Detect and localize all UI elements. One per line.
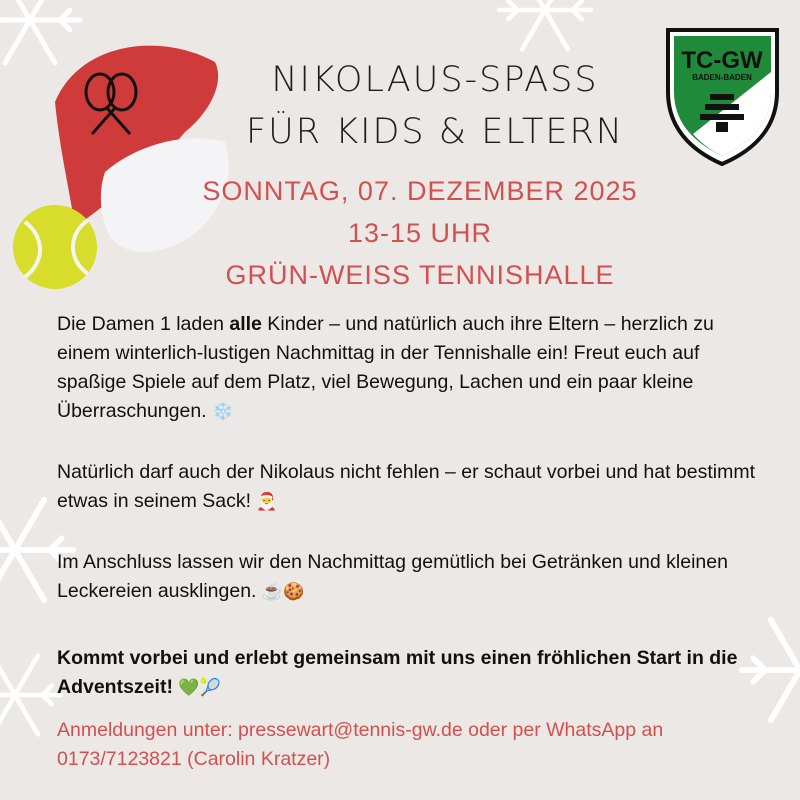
refreshments-paragraph [57,548,767,606]
snowflake-icon [490,0,600,65]
invitation-text: Kommt vorbei und erlebt gemeinsam mit uns einen fröhlichen Start in die Adventszeit! [57,647,738,698]
santa-emoji: 🎅 [256,492,278,511]
heart-tennis-emoji: 💚🎾 [178,678,221,697]
logo-name: TC-GW [681,47,763,74]
title-line-1: NIKOLAUS-SPASS [271,60,599,100]
nikolaus-paragraph [57,458,767,516]
intro-text-after: Kinder – und natürlich auch ihre Eltern – herzlich zu einem winterlich-lustigen Nachmittag in der Tennishalle ein! Freut euch auf spaßige Spiele auf dem Platz, viel Bewegung, Lachen und ein paar kleine Überraschungen. [57,313,714,422]
refreshments-text: Im Anschluss lassen wir den Nachmittag gemütlich bei Getränken und kleinen Leckereien ausklingen. [57,551,728,602]
event-date: SONNTAG, 07. DEZEMBER 2025 [202,176,638,206]
intro-bold-word: alle [229,313,262,335]
intro-paragraph [57,310,767,426]
event-location: GRÜN-WEISS TENNISHALLE [225,260,615,290]
intro-text-before: Die Damen 1 laden [57,313,230,335]
nikolaus-text: Natürlich darf auch der Nikolaus nicht fehlen – er schaut vorbei und hat bestimmt etwas in seinem Sack! [57,461,756,512]
tennis-ball-icon [13,205,97,289]
santa-hat-icon [10,22,240,292]
snowflake-emoji: ❄️ [212,402,234,421]
event-time: 13-15 UHR [347,218,493,248]
title-line-2: FÜR KIDS & ELTERN [246,112,624,152]
club-logo-shield [660,22,785,167]
registration-info: Anmeldungen unter: pressewart@tennis-gw.de oder per WhatsApp an 0173/7123821 (Carolin Kratzer) [57,719,664,770]
invitation-paragraph [57,644,767,702]
coffee-cookie-emoji: ☕🍪 [261,582,305,601]
logo-city: BADEN-BADEN [692,73,752,82]
